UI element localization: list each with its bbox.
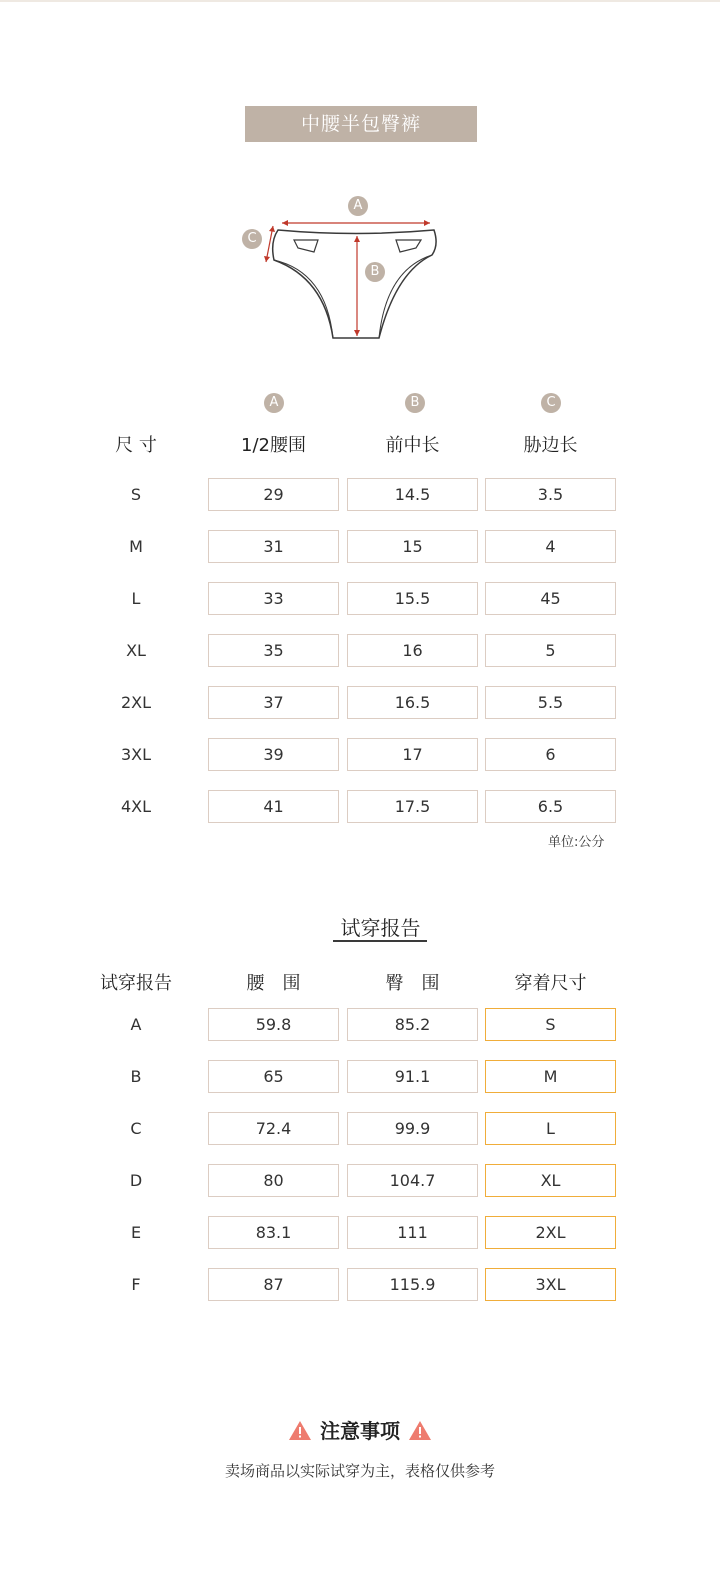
trial-label: B — [130, 1067, 142, 1086]
marker-a-badge: A — [348, 196, 368, 216]
size-cell: 17.5 — [347, 790, 478, 823]
trial-cell: 72.4 — [208, 1112, 339, 1145]
size-cell: 3.5 — [485, 478, 616, 511]
front-length-header: 前中长 — [385, 435, 440, 456]
col-marker-c: C — [541, 393, 561, 413]
worn-size-cell: M — [485, 1060, 616, 1093]
trial-cell: 83.1 — [208, 1216, 339, 1249]
hip-header: 臀 围 — [385, 973, 440, 994]
worn-size-cell: S — [485, 1008, 616, 1041]
worn-size-cell: XL — [485, 1164, 616, 1197]
size-label: L — [131, 589, 141, 608]
size-label: XL — [126, 641, 146, 660]
trial-cell: 65 — [208, 1060, 339, 1093]
size-cell: 6.5 — [485, 790, 616, 823]
size-label: S — [130, 485, 142, 504]
page-title: 中腰半包臀裤 — [245, 106, 477, 142]
unit-note: 单位:公分 — [548, 835, 605, 850]
size-cell: 37 — [208, 686, 339, 719]
top-divider — [0, 0, 720, 2]
trial-label: F — [131, 1275, 141, 1294]
size-cell: 29 — [208, 478, 339, 511]
marker-c-badge: C — [242, 229, 262, 249]
size-cell: 41 — [208, 790, 339, 823]
size-cell: 16 — [347, 634, 478, 667]
trial-cell: 111 — [347, 1216, 478, 1249]
size-cell: 16.5 — [347, 686, 478, 719]
worn-size-cell: L — [485, 1112, 616, 1145]
trial-title-underline — [333, 940, 427, 942]
trial-cell: 115.9 — [347, 1268, 478, 1301]
waist-header: 腰 围 — [246, 973, 301, 994]
trial-cell: 85.2 — [347, 1008, 478, 1041]
trial-cell: 91.1 — [347, 1060, 478, 1093]
size-cell: 15 — [347, 530, 478, 563]
col-marker-a: A — [264, 393, 284, 413]
col-marker-b: B — [405, 393, 425, 413]
size-label: 3XL — [120, 745, 152, 764]
size-header: 尺 寸 — [115, 435, 157, 456]
size-cell: 31 — [208, 530, 339, 563]
size-cell: 15.5 — [347, 582, 478, 615]
size-cell: 39 — [208, 738, 339, 771]
trial-label: A — [130, 1015, 142, 1034]
trial-section-title: 试穿报告 — [340, 916, 421, 940]
size-cell: 33 — [208, 582, 339, 615]
size-label: 2XL — [120, 693, 152, 712]
marker-b-badge: B — [365, 262, 385, 282]
briefs-outline-illustration — [236, 190, 446, 350]
size-cell: 5.5 — [485, 686, 616, 719]
trial-cell: 59.8 — [208, 1008, 339, 1041]
notice-heading — [0, 1415, 720, 1446]
trial-cell: 80 — [208, 1164, 339, 1197]
trial-cell: 87 — [208, 1268, 339, 1301]
notice-title: 注意事项 — [320, 1419, 400, 1443]
trial-label: D — [129, 1171, 143, 1190]
size-cell: 4 — [485, 530, 616, 563]
worn-size-cell: 2XL — [485, 1216, 616, 1249]
warning-triangle-icon — [408, 1420, 432, 1446]
trial-name-header: 试穿报告 — [100, 973, 172, 994]
half-waist-header: 1/2腰围 — [241, 435, 306, 456]
size-label: 4XL — [120, 797, 152, 816]
worn-size-cell: 3XL — [485, 1268, 616, 1301]
trial-cell: 99.9 — [347, 1112, 478, 1145]
size-cell: 45 — [485, 582, 616, 615]
notice-text: 卖场商品以实际试穿为主，表格仅供参考 — [224, 1462, 495, 1480]
size-cell: 35 — [208, 634, 339, 667]
trial-cell: 104.7 — [347, 1164, 478, 1197]
trial-label: E — [130, 1223, 142, 1242]
warning-triangle-icon — [288, 1420, 312, 1446]
worn-size-header: 穿着尺寸 — [514, 973, 587, 994]
size-cell: 5 — [485, 634, 616, 667]
size-label: M — [129, 537, 143, 556]
size-cell: 17 — [347, 738, 478, 771]
briefs-diagram — [236, 190, 446, 350]
trial-label: C — [130, 1119, 142, 1138]
size-cell: 14.5 — [347, 478, 478, 511]
side-length-header: 胁边长 — [523, 435, 578, 456]
size-cell: 6 — [485, 738, 616, 771]
